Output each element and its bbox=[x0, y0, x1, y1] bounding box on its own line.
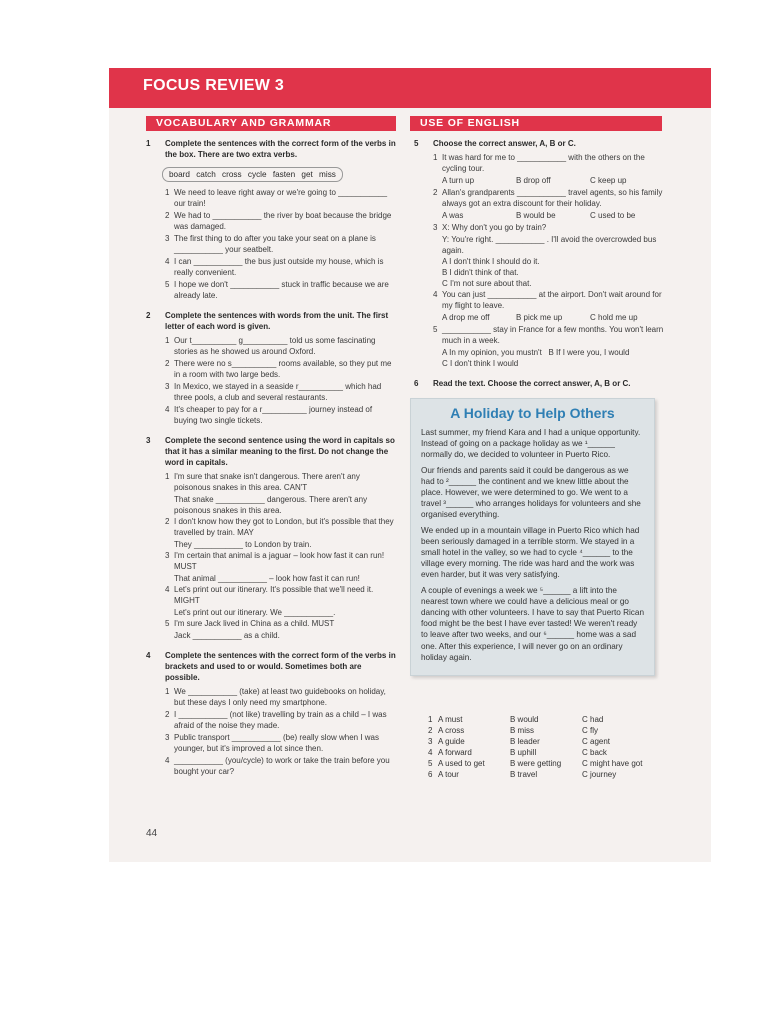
item-continuation: Y: You're right. ___________ . I'll avoid the overcrowded bus again. bbox=[442, 235, 659, 255]
item-continuation: They ___________ to London by train. bbox=[174, 540, 312, 549]
list-item: 4 ___________ (you/cycle) to work or take the train before you bought your car? bbox=[165, 756, 392, 776]
answer-options: A was B would be C used to be bbox=[442, 211, 636, 220]
exercise-5 bbox=[414, 138, 664, 369]
list-item: 1 Our t__________ g__________ told us some fascinating stories as he showed us around Oxford. bbox=[165, 336, 378, 356]
exercise-number: 5 bbox=[414, 139, 419, 148]
answer-options: A turn up B drop off C keep up bbox=[442, 176, 627, 185]
item-continuation: That snake ___________ dangerous. There aren't any poisonous snakes in this area. bbox=[174, 495, 370, 515]
list-item: 5 I'm sure Jack lived in China as a child. MUST bbox=[165, 619, 335, 628]
reading-title: A Holiday to Help Others bbox=[450, 405, 615, 421]
exercise-6-options bbox=[428, 714, 668, 780]
exercise-1 bbox=[146, 138, 396, 301]
list-item: 5 ___________ stay in France for a few months. You won't learn much in a week. bbox=[433, 325, 666, 345]
page-number: 44 bbox=[146, 828, 158, 839]
list-item: 3 I'm certain that animal is a jaguar – look how fast it can run! MUST bbox=[165, 551, 387, 571]
list-item: 3 X: Why don't you go by train? bbox=[433, 223, 547, 232]
answer-option: A I don't think I should do it. bbox=[442, 257, 540, 266]
item-continuation: Let's print out our itinerary. We ___________. bbox=[174, 608, 336, 617]
exercise-6 bbox=[414, 378, 664, 389]
page-banner bbox=[109, 68, 711, 108]
list-item: 2 We had to ___________ the river by boat because the bridge was damaged. bbox=[165, 211, 394, 231]
reading-paragraph: Our friends and parents said it could be dangerous as we had to ²______ the continent and we knew little about the place. However, we were determined to go. We went to a travel ³______ who arranges holidays for volunteers and she organised everything. bbox=[421, 465, 641, 520]
section-heading-use-of-english: USE OF ENGLISH bbox=[410, 116, 662, 131]
exercise-instruction: Complete the second sentence using the word in capitals so that it has a similar meaning to the first. Do not change the word in capitals. bbox=[165, 436, 395, 467]
list-item: 2 There were no s__________ rooms available, so they put me in a room with two large beds. bbox=[165, 359, 394, 379]
list-item: 4 Let's print out our itinerary. It's possible that we'll need it. MIGHT bbox=[165, 585, 376, 605]
exercise-instruction: Read the text. Choose the correct answer, A, B or C. bbox=[433, 379, 631, 388]
answer-option: B I didn't think of that. bbox=[442, 268, 519, 277]
exercise-number: 6 bbox=[414, 379, 419, 388]
exercise-number: 2 bbox=[146, 311, 151, 320]
reading-text-box bbox=[410, 398, 655, 676]
list-item: 3 Public transport ___________ (be) really slow when I was younger, but it's improved a lot since then. bbox=[165, 733, 382, 753]
exercise-instruction: Complete the sentences with the correct form of the verbs in the box. There are two extra verbs. bbox=[165, 139, 396, 159]
list-item: 1 We need to leave right away or we're going to ___________ our train! bbox=[165, 188, 390, 208]
exercise-number: 1 bbox=[146, 139, 151, 148]
list-item: 5 I hope we don't ___________ stuck in traffic because we are already late. bbox=[165, 280, 392, 300]
exercise-2 bbox=[146, 310, 396, 426]
left-column bbox=[146, 138, 396, 786]
options-row: 4 A forward B uphill C back bbox=[428, 748, 607, 757]
options-row: 1 A must B would C had bbox=[428, 715, 604, 724]
list-item: 3 In Mexico, we stayed in a seaside r__________ which had three pools, a club and several restaurants. bbox=[165, 382, 384, 402]
page-title: FOCUS REVIEW 3 bbox=[143, 77, 285, 94]
list-item: 2 I ___________ (not like) travelling by train as a child – I was afraid of the noise they made. bbox=[165, 710, 389, 730]
word-box: board catch cross cycle fasten get miss bbox=[162, 167, 343, 182]
list-item: 1 I'm sure that snake isn't dangerous. There aren't any poisonous snakes in this area. CAN'T bbox=[165, 472, 363, 492]
exercise-instruction: Choose the correct answer, A, B or C. bbox=[433, 139, 576, 148]
answer-option: A In my opinion, you mustn't B If I were you, I would bbox=[442, 348, 630, 357]
exercise-number: 3 bbox=[146, 436, 151, 445]
options-row: 3 A guide B leader C agent bbox=[428, 737, 611, 746]
exercise-instruction: Complete the sentences with words from the unit. The first letter of each word is given. bbox=[165, 311, 389, 331]
exercise-number: 4 bbox=[146, 651, 151, 660]
list-item: 3 The first thing to do after you take your seat on a plane is ___________ your seatbelt. bbox=[165, 234, 379, 254]
list-item: 2 I don't know how they got to London, but it's possible that they travelled by train. MAY bbox=[165, 517, 396, 537]
exercise-3 bbox=[146, 435, 396, 641]
exercise-4 bbox=[146, 650, 396, 777]
list-item: 4 I can ___________ the bus just outside my house, which is really convenient. bbox=[165, 257, 386, 277]
list-item: 4 It's cheaper to pay for a r__________ journey instead of buying two single tickets. bbox=[165, 405, 375, 425]
workbook-page bbox=[109, 68, 711, 862]
answer-options: A drop me off B pick me up C hold me up bbox=[442, 313, 638, 322]
reading-paragraph: Last summer, my friend Kara and I had a unique opportunity. Instead of going on a package holiday as we ¹______ normally do, we decided to volunteer in Puerto Rico. bbox=[421, 428, 641, 460]
list-item: 1 We ___________ (take) at least two guidebooks on holiday, but these days I only need my smartphone. bbox=[165, 687, 389, 707]
list-item: 1 It was hard for me to ___________ with the others on the cycling tour. bbox=[433, 153, 648, 173]
reading-paragraph: We ended up in a mountain village in Puerto Rico which had been seriously damaged in a terrible storm. We stayed in a small hotel in the valley, so we had to cycle ⁴______ to the village every morning. The ride was hard and the work was even harder, but it was very satisfying. bbox=[421, 525, 640, 580]
item-continuation: That animal ___________ – look how fast it can run! bbox=[174, 574, 360, 583]
answer-option: C I'm not sure about that. bbox=[442, 279, 532, 288]
section-heading-vocabulary: VOCABULARY AND GRAMMAR bbox=[146, 116, 396, 131]
right-column bbox=[414, 138, 664, 398]
options-row: 2 A cross B miss C fly bbox=[428, 726, 598, 735]
list-item: 4 You can just ___________ at the airport. Don't wait around for my flight to leave. bbox=[433, 290, 664, 310]
reading-paragraph: A couple of evenings a week we ⁵______ a lift into the nearest town where we could have a delicious meal or go dancing with other volunteers. I have to say that Puerto Rican food might be the best I have ever tasted! We weren't ready to leave after two weeks, and our ⁶______ home was a sad one. After this experience, I will never go on an ordinary holiday again. bbox=[421, 585, 645, 662]
answer-option: C I don't think I would bbox=[442, 359, 519, 368]
item-continuation: Jack ___________ as a child. bbox=[174, 631, 280, 640]
list-item: 2 Allan's grandparents ___________ travel agents, so his family always got an extra discount for their holiday. bbox=[433, 188, 665, 208]
options-row: 5 A used to get B were getting C might have got bbox=[428, 759, 643, 768]
options-row: 6 A tour B travel C journey bbox=[428, 770, 617, 779]
exercise-instruction: Complete the sentences with the correct form of the verbs in brackets and used to or would. Sometimes both are possible. bbox=[165, 651, 396, 682]
